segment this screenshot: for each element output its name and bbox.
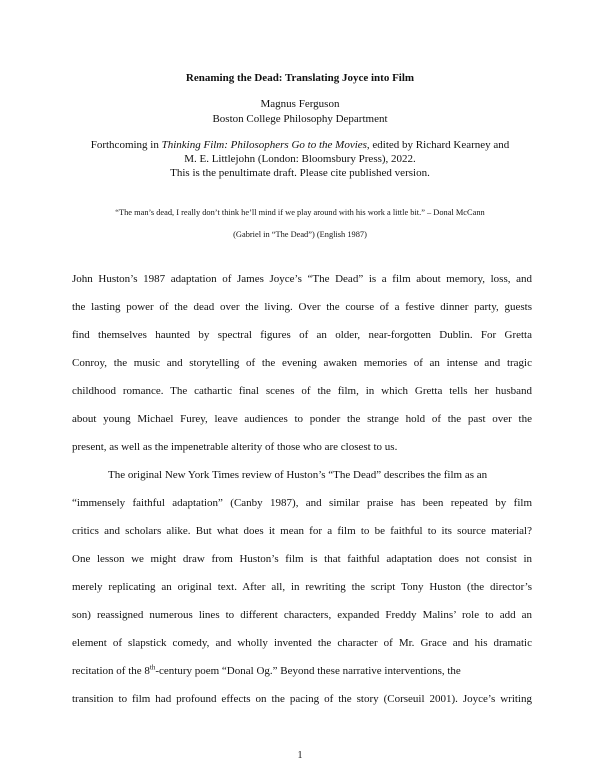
publication-prefix: Forthcoming in: [90, 139, 162, 151]
body-line: John Huston’s 1987 adaptation of James Joyce’s “The Dead” is a film about memory, loss, and: [72, 273, 532, 285]
publication-line-2: M. E. Littlejohn (London: Bloomsbury Press), 2022.: [184, 153, 416, 165]
body-line: the lasting power of the dead over the living. Over the course of a festive dinner party, guests: [72, 301, 532, 313]
line-text: recitation of the 8: [72, 665, 150, 677]
body-line: present, as well as the impenetrable alterity of those who are closest to us.: [72, 441, 398, 453]
superscript: th: [149, 663, 156, 672]
draft-notice: This is the penultimate draft. Please cite published version.: [170, 167, 430, 179]
publication-line-1: [60, 138, 540, 152]
body-line-with-superscript: [72, 665, 532, 677]
epigraph-quote: “The man’s dead, I really don’t think he’ll mind if we play around with his work a little bit.” – Donal McCann: [115, 208, 485, 217]
publication-note: [60, 138, 540, 180]
body-line: merely replicating an original text. After all, in rewriting the script Tony Huston (the director’s: [72, 581, 532, 593]
author-affiliation: Boston College Philosophy Department: [212, 113, 388, 125]
author-name: Magnus Ferguson: [260, 98, 340, 110]
author-block: [0, 97, 600, 127]
body-line: about young Michael Furey, leave audiences to ponder the strange hold of the past over the: [72, 413, 532, 425]
body-line: find themselves haunted by spectral figures of an older, near-forgotten Dublin. For Gretta: [72, 329, 532, 341]
body-line: One lesson we might draw from Huston’s film is that faithful adaptation does not consist in: [72, 553, 532, 565]
body-line: “immensely faithful adaptation” (Canby 1987), and similar praise has been repeated by film: [72, 497, 532, 509]
body-line: childhood romance. The cathartic final scenes of the film, in which Gretta tells her husband: [72, 385, 532, 397]
epigraph-attribution: (Gabriel in “The Dead”) (English 1987): [233, 230, 367, 239]
paper-title: Renaming the Dead: Translating Joyce into Film: [185, 72, 415, 84]
book-title: Thinking Film: Philosophers Go to the Movies: [161, 139, 367, 151]
line-text: -century poem “Donal Og.” Beyond these narrative interventions, the: [155, 665, 461, 677]
body-line: critics and scholars alike. But what does it mean for a film to be faithful to its source material?: [72, 525, 532, 537]
body-line: transition to film had profound effects on the pacing of the story (Corseuil 2001). Joyce’s writing: [72, 693, 532, 705]
publication-suffix: , edited by Richard Kearney and: [366, 139, 510, 151]
page-number: 1: [297, 750, 303, 761]
body-line: Conroy, the music and storytelling of the evening awaken memories of an intense and tragic: [72, 357, 532, 369]
body-line: element of slapstick comedy, and wholly invented the character of Mr. Grace and his dramatic: [72, 637, 532, 649]
body-line-indented: The original New York Times review of Huston’s “The Dead” describes the film as an: [108, 469, 488, 481]
body-line: son) reassigned numerous lines to different characters, expanded Freddy Malins’ role to add an: [72, 609, 532, 621]
